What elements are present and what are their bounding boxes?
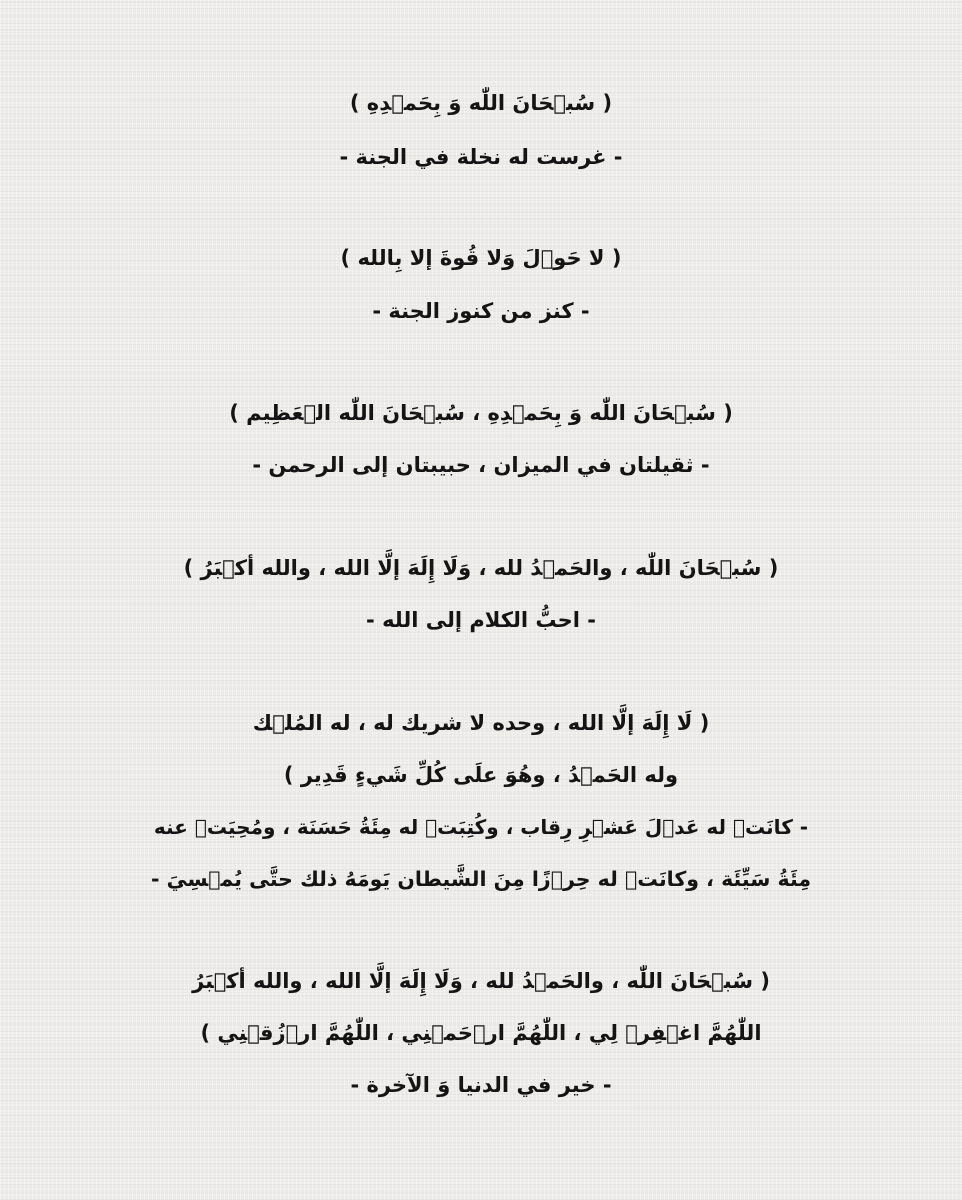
dhikr-line-6a: ( سُبۡحَانَ اللّٰه ، والحَمۡدُ لله ، وَلَا إِلَهَ إلَّا الله ، والله أكۡبَرُ [192, 969, 770, 993]
dhikr-note-3: - ثقيلتان في الميزان ، حبيبتان إلى الرحمن - [252, 453, 710, 477]
dhikr-note-5a: - كانَتۡ له عَدۡلَ عَشۡرِ رِقاب ، وكُتِبَتۡ له مِئَةُ حَسَنَة ، ومُحِيَتۡ عنه [153, 815, 809, 839]
dhikr-line-5b: وله الحَمۡدُ ، وهُوَ علَى كُلِّ شَيءٍ قَدِير ) [283, 763, 679, 787]
dhikr-line-5a: ( لَا إِلَهَ إلَّا الله ، وحده لا شريك له ، له المُلۡك [252, 711, 710, 735]
dhikr-line-6b: اللّٰهُمَّ اغۡفِرۡ لِي ، اللّٰهُمَّ ارۡحَمۡنِي ، اللّٰهُمَّ ارۡزُقۡنِي ) [200, 1021, 762, 1045]
dhikr-note-5b: مِئَةُ سَيِّئَة ، وكانَتۡ له حِرۡزًا مِنَ الشَّيطان يَومَهُ ذلك حتَّى يُمۡسِيَ - [150, 867, 812, 891]
dhikr-line-3: ( سُبۡحَانَ اللّٰه وَ بِحَمۡدِهِ ، سُبۡحَانَ اللّٰه الۡعَظِيم ) [229, 401, 733, 425]
dhikr-line-4: ( سُبۡحَانَ اللّٰه ، والحَمۡدُ لله ، وَلَا إِلَهَ إلَّا الله ، والله أكۡبَرُ ) [183, 556, 779, 580]
dhikr-line-1: ( سُبۡحَانَ اللّٰه وَ بِحَمۡدِهِ ) [349, 91, 613, 115]
dhikr-note-1: - غرست له نخلة في الجنة - [339, 145, 623, 169]
dhikr-line-2: ( لا حَوۡلَ وَلا قُوةَ إلا بِالله ) [340, 246, 622, 270]
dhikr-note-4: - احبُّ الكلام إلى الله - [366, 608, 596, 632]
dhikr-note-6: - خير في الدنيا وَ الآخرة - [350, 1073, 612, 1097]
dhikr-note-2: - كنز من كنوز الجنة - [372, 299, 590, 323]
